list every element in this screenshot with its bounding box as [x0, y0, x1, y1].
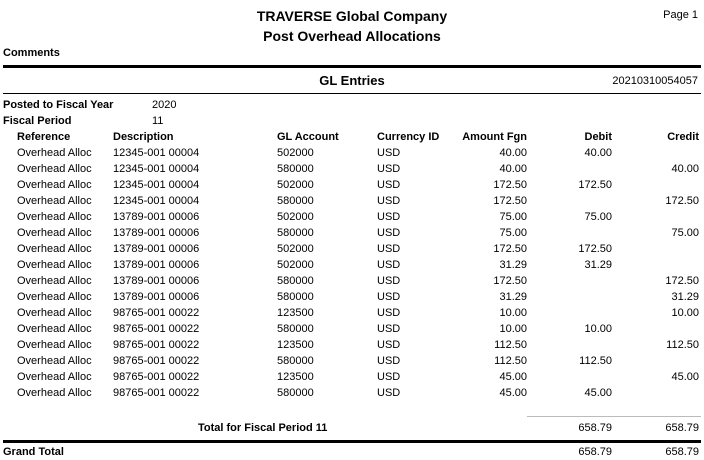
col-header-description: Description [113, 131, 174, 143]
reference-cell: Overhead Alloc [17, 355, 92, 367]
reference-cell: Overhead Alloc [17, 291, 92, 303]
gl-account-cell: 502000 [277, 179, 314, 191]
credit-cell: 40.00 [671, 163, 699, 175]
gl-account-cell: 502000 [277, 259, 314, 271]
debit-cell: 75.00 [584, 211, 612, 223]
reference-cell: Overhead Alloc [17, 179, 92, 191]
col-header-gl-account: GL Account [277, 131, 339, 143]
gl-account-cell: 580000 [277, 275, 314, 287]
description-cell: 12345-001 00004 [113, 179, 200, 191]
gl-account-cell: 502000 [277, 147, 314, 159]
col-header-reference: Reference [17, 131, 71, 143]
description-cell: 98765-001 00022 [113, 371, 200, 383]
description-cell: 98765-001 00022 [113, 307, 200, 319]
currency-cell: USD [377, 211, 401, 223]
reference-cell: Overhead Alloc [17, 371, 92, 383]
description-cell: 13789-001 00006 [113, 291, 200, 303]
col-header-currency: Currency ID [377, 131, 440, 143]
amount-cell: 172.50 [493, 243, 527, 255]
description-cell: 12345-001 00004 [113, 195, 200, 207]
currency-cell: USD [377, 339, 401, 351]
table-row [0, 243, 704, 259]
description-cell: 98765-001 00022 [113, 323, 200, 335]
fiscal-period-label: Fiscal Period [3, 115, 72, 127]
credit-cell: 75.00 [671, 227, 699, 239]
amount-cell: 40.00 [499, 163, 527, 175]
table-row [0, 323, 704, 339]
fiscal-year-label: Posted to Fiscal Year [3, 99, 114, 111]
reference-cell: Overhead Alloc [17, 195, 92, 207]
page-number: Page 1 [663, 9, 698, 21]
amount-cell: 75.00 [499, 227, 527, 239]
currency-cell: USD [377, 259, 401, 271]
amount-cell: 31.29 [499, 259, 527, 271]
grand-total-rule [3, 440, 701, 443]
debit-cell: 45.00 [584, 387, 612, 399]
currency-cell: USD [377, 179, 401, 191]
gl-account-cell: 580000 [277, 163, 314, 175]
reference-cell: Overhead Alloc [17, 147, 92, 159]
amount-cell: 75.00 [499, 211, 527, 223]
debit-cell: 31.29 [584, 259, 612, 271]
description-cell: 13789-001 00006 [113, 227, 200, 239]
period-total-label: Total for Fiscal Period 11 [198, 422, 328, 434]
reference-cell: Overhead Alloc [17, 163, 92, 175]
table-row [0, 179, 704, 195]
currency-cell: USD [377, 291, 401, 303]
amount-cell: 172.50 [493, 195, 527, 207]
section-rule [3, 93, 701, 94]
table-row [0, 259, 704, 275]
amount-cell: 40.00 [499, 147, 527, 159]
table-row [0, 339, 704, 355]
debit-cell: 172.50 [578, 179, 612, 191]
col-header-debit: Debit [584, 131, 612, 143]
debit-cell: 172.50 [578, 243, 612, 255]
period-total-credit: 658.79 [665, 422, 699, 434]
amount-cell: 10.00 [499, 323, 527, 335]
reference-cell: Overhead Alloc [17, 339, 92, 351]
amount-cell: 112.50 [494, 339, 527, 351]
reference-cell: Overhead Alloc [17, 323, 92, 335]
currency-cell: USD [377, 275, 401, 287]
gl-account-cell: 502000 [277, 243, 314, 255]
amount-cell: 172.50 [493, 275, 527, 287]
reference-cell: Overhead Alloc [17, 227, 92, 239]
description-cell: 12345-001 00004 [113, 163, 200, 175]
credit-cell: 172.50 [665, 195, 699, 207]
amount-cell: 10.00 [499, 307, 527, 319]
currency-cell: USD [377, 371, 401, 383]
section-title: GL Entries [319, 73, 385, 88]
comments-label: Comments [3, 47, 60, 59]
table-row [0, 147, 704, 163]
gl-account-cell: 580000 [277, 227, 314, 239]
table-row [0, 227, 704, 243]
reference-cell: Overhead Alloc [17, 259, 92, 271]
currency-cell: USD [377, 243, 401, 255]
gl-account-cell: 580000 [277, 195, 314, 207]
credit-cell: 31.29 [671, 291, 699, 303]
gl-account-cell: 580000 [277, 387, 314, 399]
company-name: TRAVERSE Global Company [256, 8, 448, 24]
table-row [0, 355, 704, 371]
col-header-amount: Amount Fgn [462, 131, 527, 143]
description-cell: 13789-001 00006 [113, 259, 200, 271]
description-cell: 98765-001 00022 [113, 355, 200, 367]
currency-cell: USD [377, 387, 401, 399]
currency-cell: USD [377, 307, 401, 319]
amount-cell: 45.00 [499, 371, 527, 383]
subtotal-rule [527, 416, 701, 417]
description-cell: 13789-001 00006 [113, 243, 200, 255]
grand-total-debit: 658.79 [578, 446, 612, 458]
fiscal-period-value: 11 [152, 115, 164, 127]
credit-cell: 45.00 [671, 371, 699, 383]
currency-cell: USD [377, 227, 401, 239]
reference-cell: Overhead Alloc [17, 211, 92, 223]
credit-cell: 112.50 [666, 339, 699, 351]
reference-cell: Overhead Alloc [17, 275, 92, 287]
gl-account-cell: 580000 [277, 323, 314, 335]
gl-account-cell: 123500 [277, 307, 314, 319]
period-total-debit: 658.79 [578, 422, 612, 434]
table-row [0, 195, 704, 211]
fiscal-year-value: 2020 [152, 99, 177, 111]
gl-account-cell: 502000 [277, 211, 314, 223]
currency-cell: USD [377, 323, 401, 335]
amount-cell: 45.00 [499, 387, 527, 399]
description-cell: 13789-001 00006 [113, 211, 200, 223]
gl-account-cell: 123500 [277, 371, 314, 383]
table-row [0, 275, 704, 291]
debit-cell: 10.00 [584, 323, 612, 335]
currency-cell: USD [377, 195, 401, 207]
amount-cell: 112.50 [494, 355, 527, 367]
currency-cell: USD [377, 163, 401, 175]
description-cell: 13789-001 00006 [113, 275, 200, 287]
top-rule [3, 65, 701, 68]
grand-total-credit: 658.79 [665, 446, 699, 458]
gl-account-cell: 123500 [277, 339, 314, 351]
table-row [0, 307, 704, 323]
col-header-credit: Credit [667, 131, 699, 143]
table-row [0, 371, 704, 387]
grand-total-label: Grand Total [3, 446, 64, 458]
run-stamp: 20210310054057 [612, 75, 698, 87]
description-cell: 12345-001 00004 [113, 147, 200, 159]
reference-cell: Overhead Alloc [17, 243, 92, 255]
report-title: Post Overhead Allocations [263, 28, 441, 44]
currency-cell: USD [377, 147, 401, 159]
credit-cell: 172.50 [665, 275, 699, 287]
table-row [0, 211, 704, 227]
amount-cell: 172.50 [493, 179, 527, 191]
gl-account-cell: 580000 [277, 291, 314, 303]
description-cell: 98765-001 00022 [113, 339, 200, 351]
reference-cell: Overhead Alloc [17, 307, 92, 319]
amount-cell: 31.29 [499, 291, 527, 303]
debit-cell: 112.50 [579, 355, 612, 367]
table-row [0, 387, 704, 403]
gl-account-cell: 580000 [277, 355, 314, 367]
table-row [0, 291, 704, 307]
credit-cell: 10.00 [671, 307, 699, 319]
debit-cell: 40.00 [584, 147, 612, 159]
description-cell: 98765-001 00022 [113, 387, 200, 399]
table-row [0, 163, 704, 179]
currency-cell: USD [377, 355, 401, 367]
reference-cell: Overhead Alloc [17, 387, 92, 399]
